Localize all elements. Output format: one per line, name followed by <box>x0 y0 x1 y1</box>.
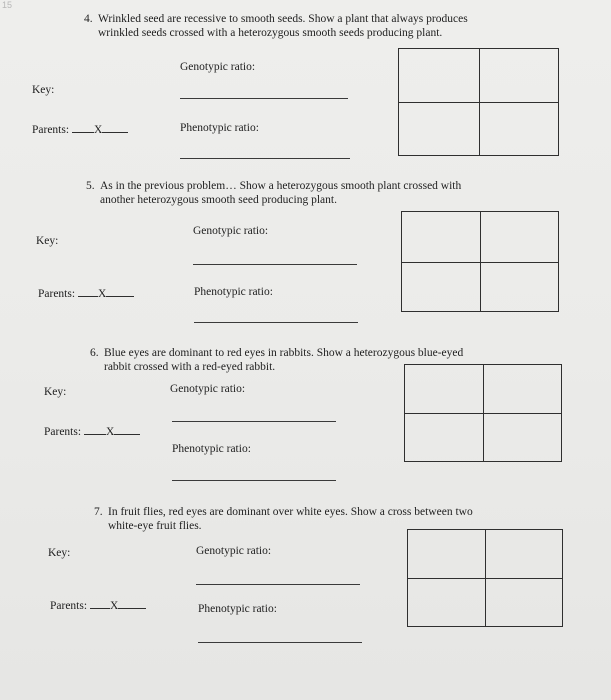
cross-symbol: X <box>109 600 119 612</box>
phenotypic-ratio-label: Phenotypic ratio: <box>198 603 277 615</box>
parent-2-blank[interactable] <box>114 424 140 435</box>
page-marker: 15 <box>2 0 13 10</box>
punnett-divider-horizontal <box>408 578 562 579</box>
phenotypic-ratio-answer-line[interactable] <box>172 480 336 481</box>
parents-label <box>50 598 146 614</box>
cross-symbol: X <box>97 288 107 300</box>
parents-text: Parents: <box>38 288 76 300</box>
key-label: Key: <box>32 84 55 96</box>
phenotypic-ratio-answer-line[interactable] <box>198 642 362 643</box>
cross-symbol: X <box>105 426 115 438</box>
genotypic-ratio-label: Genotypic ratio: <box>193 225 269 237</box>
parents-text: Parents: <box>44 426 82 438</box>
genotypic-ratio-label: Genotypic ratio: <box>170 383 246 395</box>
phenotypic-ratio-answer-line[interactable] <box>180 158 350 159</box>
phenotypic-ratio-label: Phenotypic ratio: <box>194 286 273 298</box>
parent-1-blank[interactable] <box>84 424 106 435</box>
parent-2-blank[interactable] <box>102 122 128 133</box>
phenotypic-ratio-label: Phenotypic ratio: <box>180 122 259 134</box>
punnett-square[interactable] <box>398 48 559 156</box>
question-line-1: Wrinkled seed are recessive to smooth seeds. Show a plant that always produces <box>98 13 468 25</box>
phenotypic-ratio-answer-line[interactable] <box>194 322 358 323</box>
parent-2-blank[interactable] <box>106 286 134 297</box>
punnett-square[interactable] <box>404 364 562 462</box>
question-line-1: In fruit flies, red eyes are dominant over white eyes. Show a cross between two <box>108 506 473 518</box>
punnett-divider-horizontal <box>399 102 558 103</box>
parents-label <box>32 122 128 138</box>
punnett-square[interactable] <box>401 211 559 312</box>
genotypic-ratio-label: Genotypic ratio: <box>180 61 256 73</box>
question-line-1: As in the previous problem… Show a heterozygous smooth plant crossed with <box>100 180 462 192</box>
punnett-divider-horizontal <box>405 413 561 414</box>
problem-5-question <box>86 179 461 208</box>
question-line-2: wrinkled seeds crossed with a heterozygous smooth seeds producing plant. <box>98 27 443 40</box>
problem-number: 5. <box>86 180 95 192</box>
genotypic-ratio-answer-line[interactable] <box>172 421 336 422</box>
key-label: Key: <box>48 547 71 559</box>
parents-label <box>38 286 134 302</box>
parent-1-blank[interactable] <box>72 122 94 133</box>
genotypic-ratio-answer-line[interactable] <box>180 98 348 99</box>
parent-1-blank[interactable] <box>78 286 98 297</box>
punnett-square[interactable] <box>407 529 563 627</box>
key-label: Key: <box>36 235 59 247</box>
parent-1-blank[interactable] <box>90 598 110 609</box>
genotypic-ratio-answer-line[interactable] <box>196 584 360 585</box>
question-line-2: rabbit crossed with a red-eyed rabbit. <box>104 361 276 374</box>
parents-label <box>44 424 140 440</box>
genotypic-ratio-label: Genotypic ratio: <box>196 545 272 557</box>
question-line-2: another heterozygous smooth seed producing plant. <box>100 194 337 207</box>
problem-4-question <box>84 12 468 41</box>
problem-number: 6. <box>90 347 99 359</box>
punnett-divider-horizontal <box>402 262 558 263</box>
parents-text: Parents: <box>32 124 70 136</box>
parents-text: Parents: <box>50 600 88 612</box>
parent-2-blank[interactable] <box>118 598 146 609</box>
problem-number: 4. <box>84 13 93 25</box>
question-line-2: white-eye fruit flies. <box>108 520 202 533</box>
problem-number: 7. <box>94 506 103 518</box>
cross-symbol: X <box>93 124 103 136</box>
question-line-1: Blue eyes are dominant to red eyes in rabbits. Show a heterozygous blue-eyed <box>104 347 464 359</box>
phenotypic-ratio-label: Phenotypic ratio: <box>172 443 251 455</box>
key-label: Key: <box>44 386 67 398</box>
genotypic-ratio-answer-line[interactable] <box>193 264 357 265</box>
